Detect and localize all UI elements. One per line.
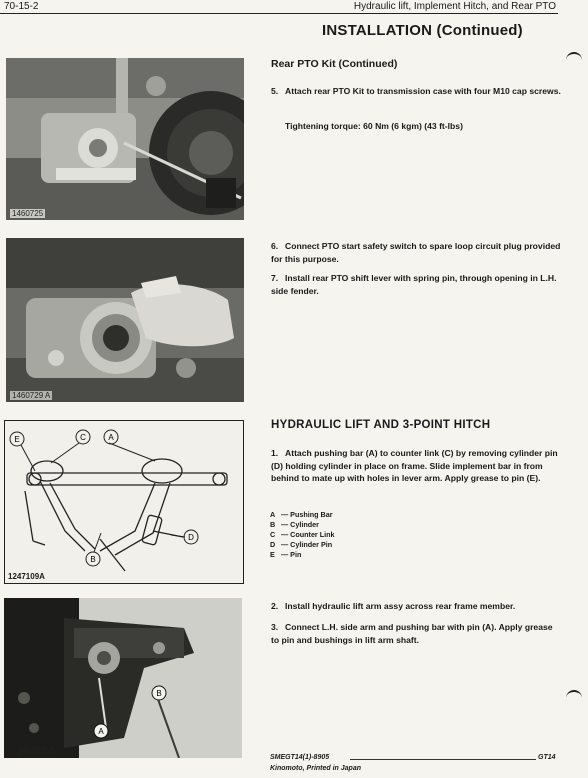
step-1-text: Attach pushing bar (A) to counter link (C) by removing cylinder pin (D) holding cylinder in place on frame. Slide implement bar in from behind to mate up with holes in lever arm. Apply grease to pin (E). <box>271 448 558 483</box>
step-7 <box>271 272 561 297</box>
fig3-label-b: B <box>90 555 96 564</box>
fig3-label-e: E <box>14 435 20 444</box>
rear-pto-heading: Rear PTO Kit (Continued) <box>271 58 398 70</box>
footer-code: SMEGT14(1)-8905 <box>270 754 330 761</box>
legend-key: D <box>270 540 276 549</box>
hydraulic-heading: HYDRAULIC LIFT AND 3-POINT HITCH <box>271 419 491 431</box>
figure-3-caption: 1247109A <box>8 572 45 581</box>
fig4-label-b: B <box>156 689 162 698</box>
legend-item <box>270 530 335 540</box>
legend-label: — Pushing Bar <box>281 510 333 519</box>
fig3-label-a: A <box>108 433 114 442</box>
legend-item <box>270 540 335 550</box>
page-title: INSTALLATION (Continued) <box>322 22 523 39</box>
legend-label: — Cylinder <box>281 520 319 529</box>
legend-key: A <box>270 510 276 519</box>
header-rule <box>0 13 558 14</box>
step-2 <box>271 600 561 613</box>
step-6-text: Connect PTO start safety switch to spare loop circuit plug provided for this purpose. <box>271 241 561 264</box>
step-5-text: Attach rear PTO Kit to transmission case with four M10 cap screws. <box>285 86 561 96</box>
step-7-text: Install rear PTO shift lever with spring pin, through opening in L.H. side fender. <box>271 273 557 296</box>
torque-spec: Tightening torque: 60 Nm (6 kgm) (43 ft-lbs) <box>285 121 463 131</box>
fig3-label-d: D <box>188 533 194 542</box>
step-2-number: 2. <box>271 601 279 611</box>
footer-printed: Kinomoto, Printed in Japan <box>270 765 362 772</box>
footer-rule <box>350 759 536 760</box>
fig4-label-a: A <box>98 727 104 736</box>
step-6 <box>271 240 561 265</box>
fig3-label-c: C <box>80 433 86 442</box>
step-3 <box>271 621 561 646</box>
legend-label: — Counter Link <box>281 530 335 539</box>
footer-model: GT14 <box>538 754 556 761</box>
step-2-text: Install hydraulic lift arm assy across rear frame member. <box>285 601 516 611</box>
section-title: Hydraulic lift, Implement Hitch, and Rear PTO <box>353 1 556 12</box>
legend-key: E <box>270 550 275 559</box>
step-3-text: Connect L.H. side arm and pushing bar with pin (A). Apply grease to pin and bushings in lift arm shaft. <box>271 622 553 645</box>
step-1-number: 1. <box>271 448 279 458</box>
legend-item <box>270 520 335 530</box>
figure-2-photo <box>6 238 244 402</box>
step-3-number: 3. <box>271 622 279 632</box>
figure-3-legend <box>270 510 335 560</box>
figure-1-photo <box>6 58 244 220</box>
step-1 <box>271 447 561 485</box>
step-7-number: 7. <box>271 273 279 283</box>
figure-1-caption: 1460725 <box>12 209 44 218</box>
figure-4-caption: 1460735A <box>18 746 55 755</box>
margin-mark <box>566 52 582 62</box>
step-5-number: 5. <box>271 86 279 96</box>
legend-key: C <box>270 530 276 539</box>
legend-item <box>270 550 335 560</box>
legend-item <box>270 510 335 520</box>
page-number: 70-15-2 <box>4 1 39 12</box>
step-6-number: 6. <box>271 241 279 251</box>
legend-key: B <box>270 520 276 529</box>
figure-3-diagram <box>4 420 244 584</box>
legend-label: — Cylinder Pin <box>281 540 333 549</box>
legend-label: — Pin <box>281 550 302 559</box>
figure-2-caption: 1460729 A <box>12 391 51 400</box>
figure-4-photo <box>4 598 242 758</box>
margin-mark <box>566 690 582 700</box>
step-5 <box>271 85 561 98</box>
